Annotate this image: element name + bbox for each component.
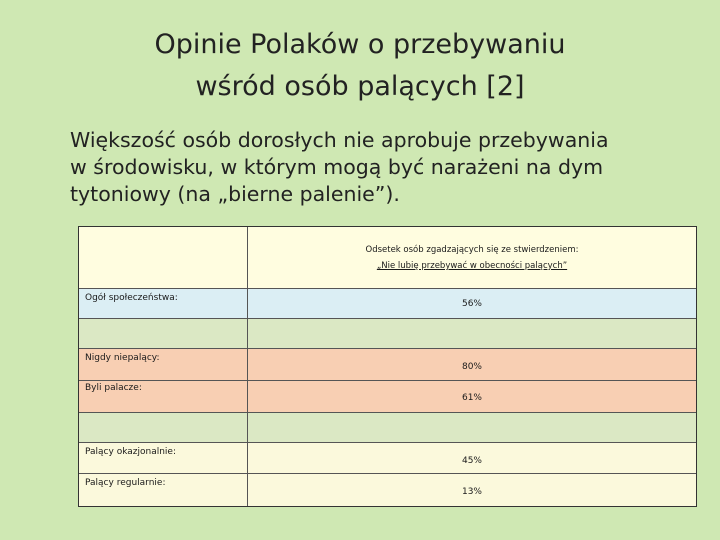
row-value: 45% — [461, 456, 482, 466]
title-line-1: Opinie Polaków o przebywaniu — [154, 29, 566, 60]
intro-line-2: w środowisku, w którym mogą być narażeni na dym — [70, 155, 604, 179]
row-label: Palący okazjonalnie: — [85, 447, 176, 457]
header-line-2: „Nie lubię przebywać w obecności palących” — [376, 261, 568, 271]
row-value: 56% — [461, 299, 482, 309]
header-cell — [248, 227, 696, 288]
survey-table — [78, 226, 697, 507]
row-value: 13% — [461, 487, 482, 497]
table-header-row — [79, 227, 696, 289]
slide-title — [0, 24, 720, 108]
row-value: 61% — [461, 393, 482, 403]
row-label: Ogół społeczeństwa: — [85, 293, 178, 303]
table-row — [79, 443, 696, 474]
spacer-row — [79, 413, 696, 443]
title-line-2: wśród osób palących [2] — [195, 71, 525, 102]
intro-line-3: tytoniowy (na „bierne palenie”). — [70, 182, 400, 206]
row-label: Palący regularnie: — [85, 478, 166, 488]
table-row — [79, 381, 696, 413]
table-row — [79, 349, 696, 381]
intro-text — [70, 127, 690, 208]
table-row — [79, 474, 696, 506]
table-row — [79, 289, 696, 319]
header-empty-cell — [79, 227, 248, 288]
row-label: Byli palacze: — [85, 383, 142, 393]
header-line-1: Odsetek osób zgadzających się ze stwierdzeniem: — [365, 245, 579, 255]
row-label: Nigdy niepalący: — [85, 353, 160, 363]
row-value: 80% — [461, 362, 482, 372]
intro-line-1: Większość osób dorosłych nie aprobuje przebywania — [70, 128, 609, 152]
spacer-row — [79, 319, 696, 349]
